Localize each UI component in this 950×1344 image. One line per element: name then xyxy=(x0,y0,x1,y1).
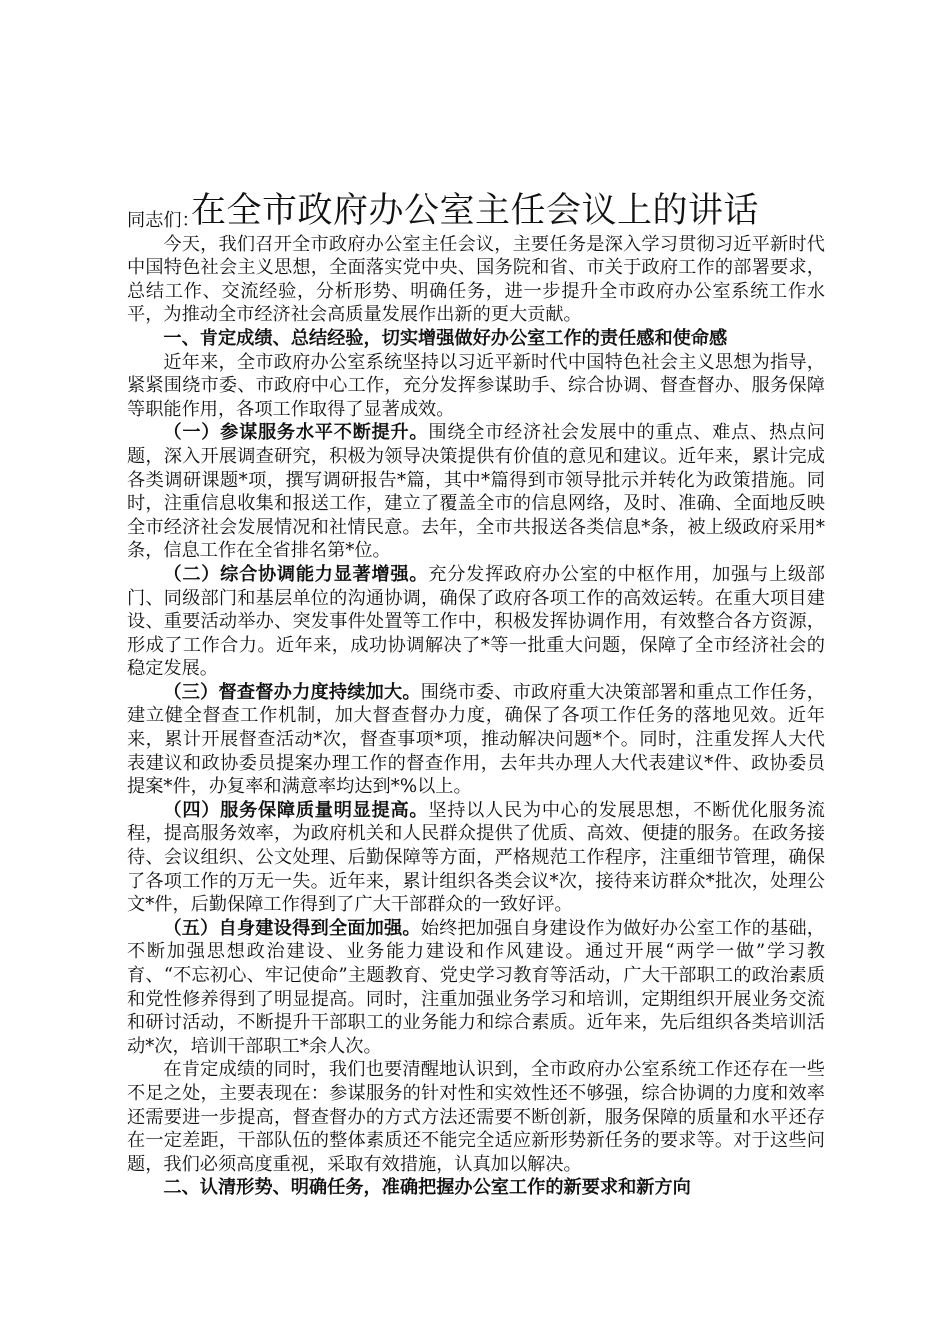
section-2-heading: 二、认清形势、明确任务，准确把握办公室工作的新要求和新方向 xyxy=(163,1177,691,1199)
section-1-item-3-lead: （三）督查督办力度持续加大。 xyxy=(163,681,421,703)
salutation: 同志们： xyxy=(127,210,200,231)
section-1-item-5 xyxy=(127,917,825,1059)
section-1-closing: 在肯定成绩的同时，我们也要清醒地认识到，全市政府办公室系统工作还存在一些不足之处，主要表现在：参谋服务的针对性和实效性还不够强，综合协调的力度和效率还需要进一步提高，督查督办的方式方法还需要不断创新，服务保障的质量和水平还存在一定差距，干部队伍的整体素质还不能完全适应新形势新任务的要求等。对于这些问题，我们必须高度重视，采取有效措施，认真加以解决。 xyxy=(127,1059,825,1175)
intro-paragraph: 今天，我们召开全市政府办公室主任会议，主要任务是深入学习贯彻习近平新时代中国特色社会主义思想，全面落实党中央、国务院和省、市关于政府工作的部署要求，总结工作、交流经验，分析形势、明确任务，进一步提升全市政府办公室系统工作水平，为推动全市经济社会高质量发展作出新的更大贡献。 xyxy=(127,233,825,326)
document-title: 在全市政府办公室主任会议上的讲话 xyxy=(190,191,759,232)
section-1-item-1 xyxy=(127,421,825,563)
section-1-item-1-text: 围绕全市经济社会发展中的重点、难点、热点问题，深入开展调查研究，积极为领导决策提供有价值的意见和建议。近年来，累计完成各类调研课题*项，撰写调研报告*篇，其中*篇得到市领导批示并转化为政策措施。同时，注重信息收集和报送工作，建立了覆盖全市的信息网络，及时、准确、全面地反映全市经济社会发展情况和社情民意。去年，全市共报送各类信息*条，被上级政府采用*条，信息工作在全省排名第*位。 xyxy=(127,422,825,562)
section-1-intro: 近年来，全市政府办公室系统坚持以习近平新时代中国特色社会主义思想为指导，紧紧围绕市委、市政府中心工作，充分发挥参谋助手、综合协调、督查督办、服务保障等职能作用，各项工作取得了显著成效。 xyxy=(127,351,825,420)
section-1-item-4-lead: （四）服务保障质量明显提高。 xyxy=(163,799,429,821)
section-1-item-2-lead: （二）综合协调能力显著增强。 xyxy=(163,563,429,585)
section-1-item-5-lead: （五）自身建设得到全面加强。 xyxy=(163,917,421,939)
section-1-item-5-text: 始终把加强自身建设作为做好办公室工作的基础，不断加强思想政治建设、业务能力建设和作风建设。通过开展“两学一做”学习教育、“不忘初心、牢记使命”主题教育、党史学习教育等活动，广大干部职工的政治素质和党性修养得到了明显提高。同时，注重加强业务学习和培训，定期组织开展业务交流和研讨活动，不断提升干部职工的业务能力和综合素质。近年来，先后组织各类培训活动*次，培训干部职工*余人次。 xyxy=(127,917,825,1057)
section-1-item-2 xyxy=(127,563,825,681)
section-1-item-2-text: 充分发挥政府办公室的中枢作用，加强与上级部门、同级部门和基层单位的沟通协调，确保了政府各项工作的高效运转。在重大项目建设、重要活动举办、突发事件处置等工作中，积极发挥协调作用，有效整合各方资源，形成了工作合力。近年来，成功协调解决了*等一批重大问题，保障了全市经济社会的稳定发展。 xyxy=(127,563,825,680)
section-1-item-4 xyxy=(127,799,825,917)
section-1-item-1-lead: （一）参谋服务水平不断提升。 xyxy=(163,422,429,444)
section-1-item-4-text: 坚持以人民为中心的发展思想，不断优化服务流程，提高服务效率，为政府机关和人民群众提供了优质、高效、便捷的服务。在政务接待、会议组织、公文处理、后勤保障等方面，严格规范工作程序，注重细节管理，确保了各项工作的万无一失。近年来，累计组织各类会议*次，接待来访群众*批次，处理公文*件，后勤保障工作得到了广大干部群众的一致好评。 xyxy=(127,799,825,916)
document-body xyxy=(127,209,825,1200)
section-1-item-3 xyxy=(127,681,825,799)
section-1-heading: 一、肯定成绩、总结经验，切实增强做好办公室工作的责任感和使命感 xyxy=(163,327,728,349)
section-1-item-3-text: 围绕市委、市政府重大决策部署和重点工作任务，建立健全督查工作机制，加大督查督办力度，确保了各项工作任务的落地见效。近年来，累计开展督查活动*次，督查事项*项，推动解决问题*个。同时，注重发挥人大代表建议和政协委员提案办理工作的督查作用，去年共办理人大代表建议*件、政协委员提案*件，办复率和满意率均达到*%以上。 xyxy=(127,681,825,798)
